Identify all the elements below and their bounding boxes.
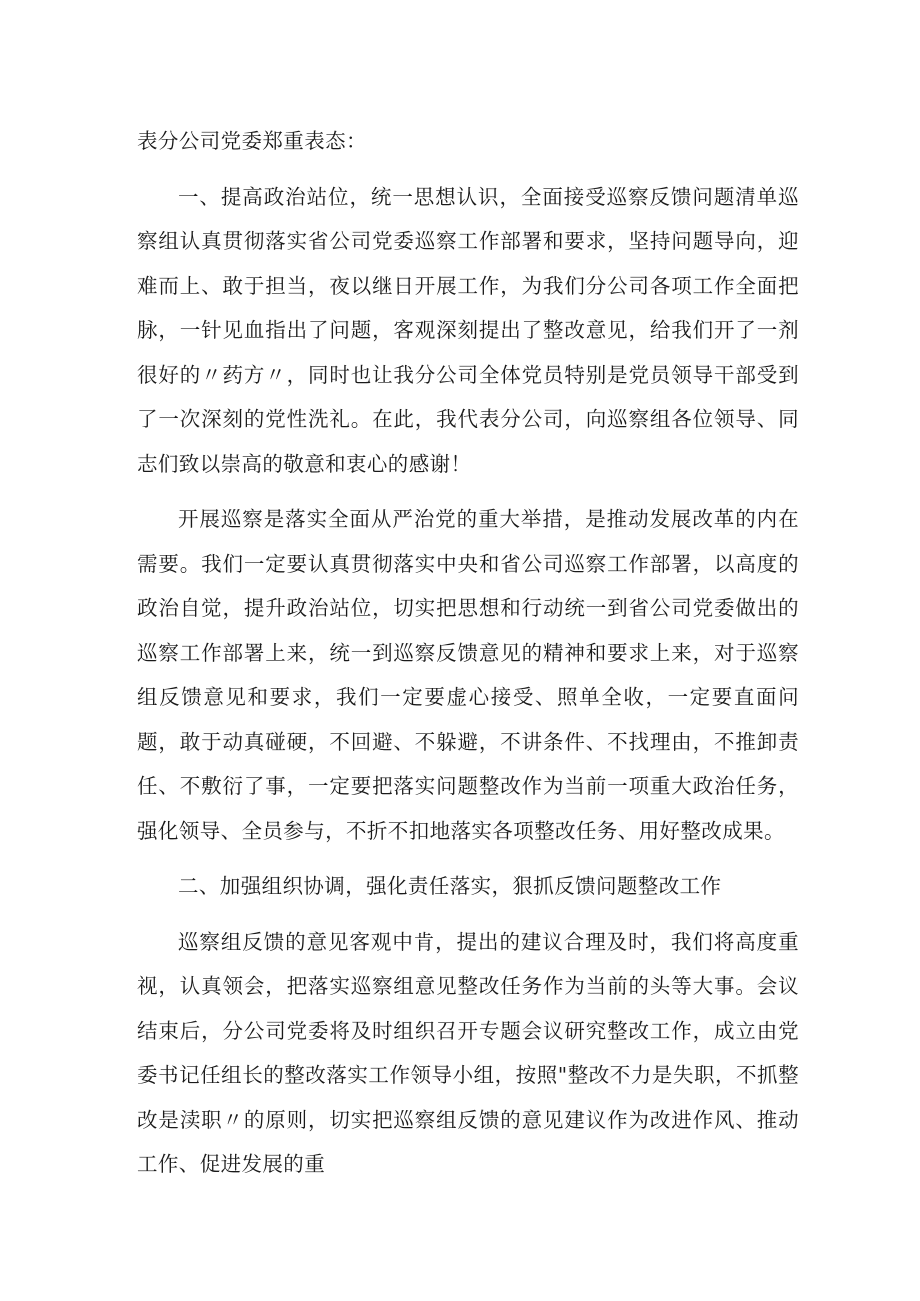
section-2-heading: 二、加强组织协调，强化责任落实，狠抓反馈问题整改工作 [178, 874, 722, 898]
section-2-paragraph: 巡察组反馈的意见客观中肯，提出的建议合理及时，我们将高度重视，认真领会，把落实巡察组意见整改任务作为当前的头等大事。会议结束后，分公司党委将及时组织召开专题会议研究整改工作，成立由党委书记任组长的整改落实工作领导小组，按照"整改不力是失职，不抓整改是渎职〃的原则，切实把巡察组反馈的意见建议作为改进作风、推动工作、促进发展的重 [137, 929, 799, 1176]
document-body [137, 119, 799, 1198]
opening-line: 表分公司党委郑重表态： [137, 129, 367, 153]
section-1-paragraph: 一、提高政治站位，统一思想认识，全面接受巡察反馈问题清单巡察组认真贯彻落实省公司党委巡察工作部署和要求，坚持问题导向，迎难而上、敢于担当，夜以继日开展工作，为我们分公司各项工作全面把脉，一针见血指出了问题，客观深刻提出了整改意见，给我们开了一剂很好的〃药方〃，同时也让我分公司全体党员特别是党员领导干部受到了一次深刻的党性洗礼。在此，我代表分公司，向巡察组各位领导、同志们致以崇高的敬意和衷心的感谢！ [137, 184, 799, 476]
section-1-paragraph-2: 开展巡察是落实全面从严治党的重大举措，是推动发展改革的内在需要。我们一定要认真贯彻落实中央和省公司巡察工作部署，以高度的政治自觉，提升政治站位，切实把思想和行动统一到省公司党委做出的巡察工作部署上来，统一到巡察反馈意见的精神和要求上来，对于巡察组反馈意见和要求，我们一定要虚心接受、照单全收，一定要直面问题，敢于动真碰硬，不回避、不躲避，不讲条件、不找理由，不推卸责任、不敷衍了事，一定要把落实问题整改作为当前一项重大政治任务，强化领导、全员参与，不折不扣地落实各项整改任务、用好整改成果。 [137, 507, 799, 843]
